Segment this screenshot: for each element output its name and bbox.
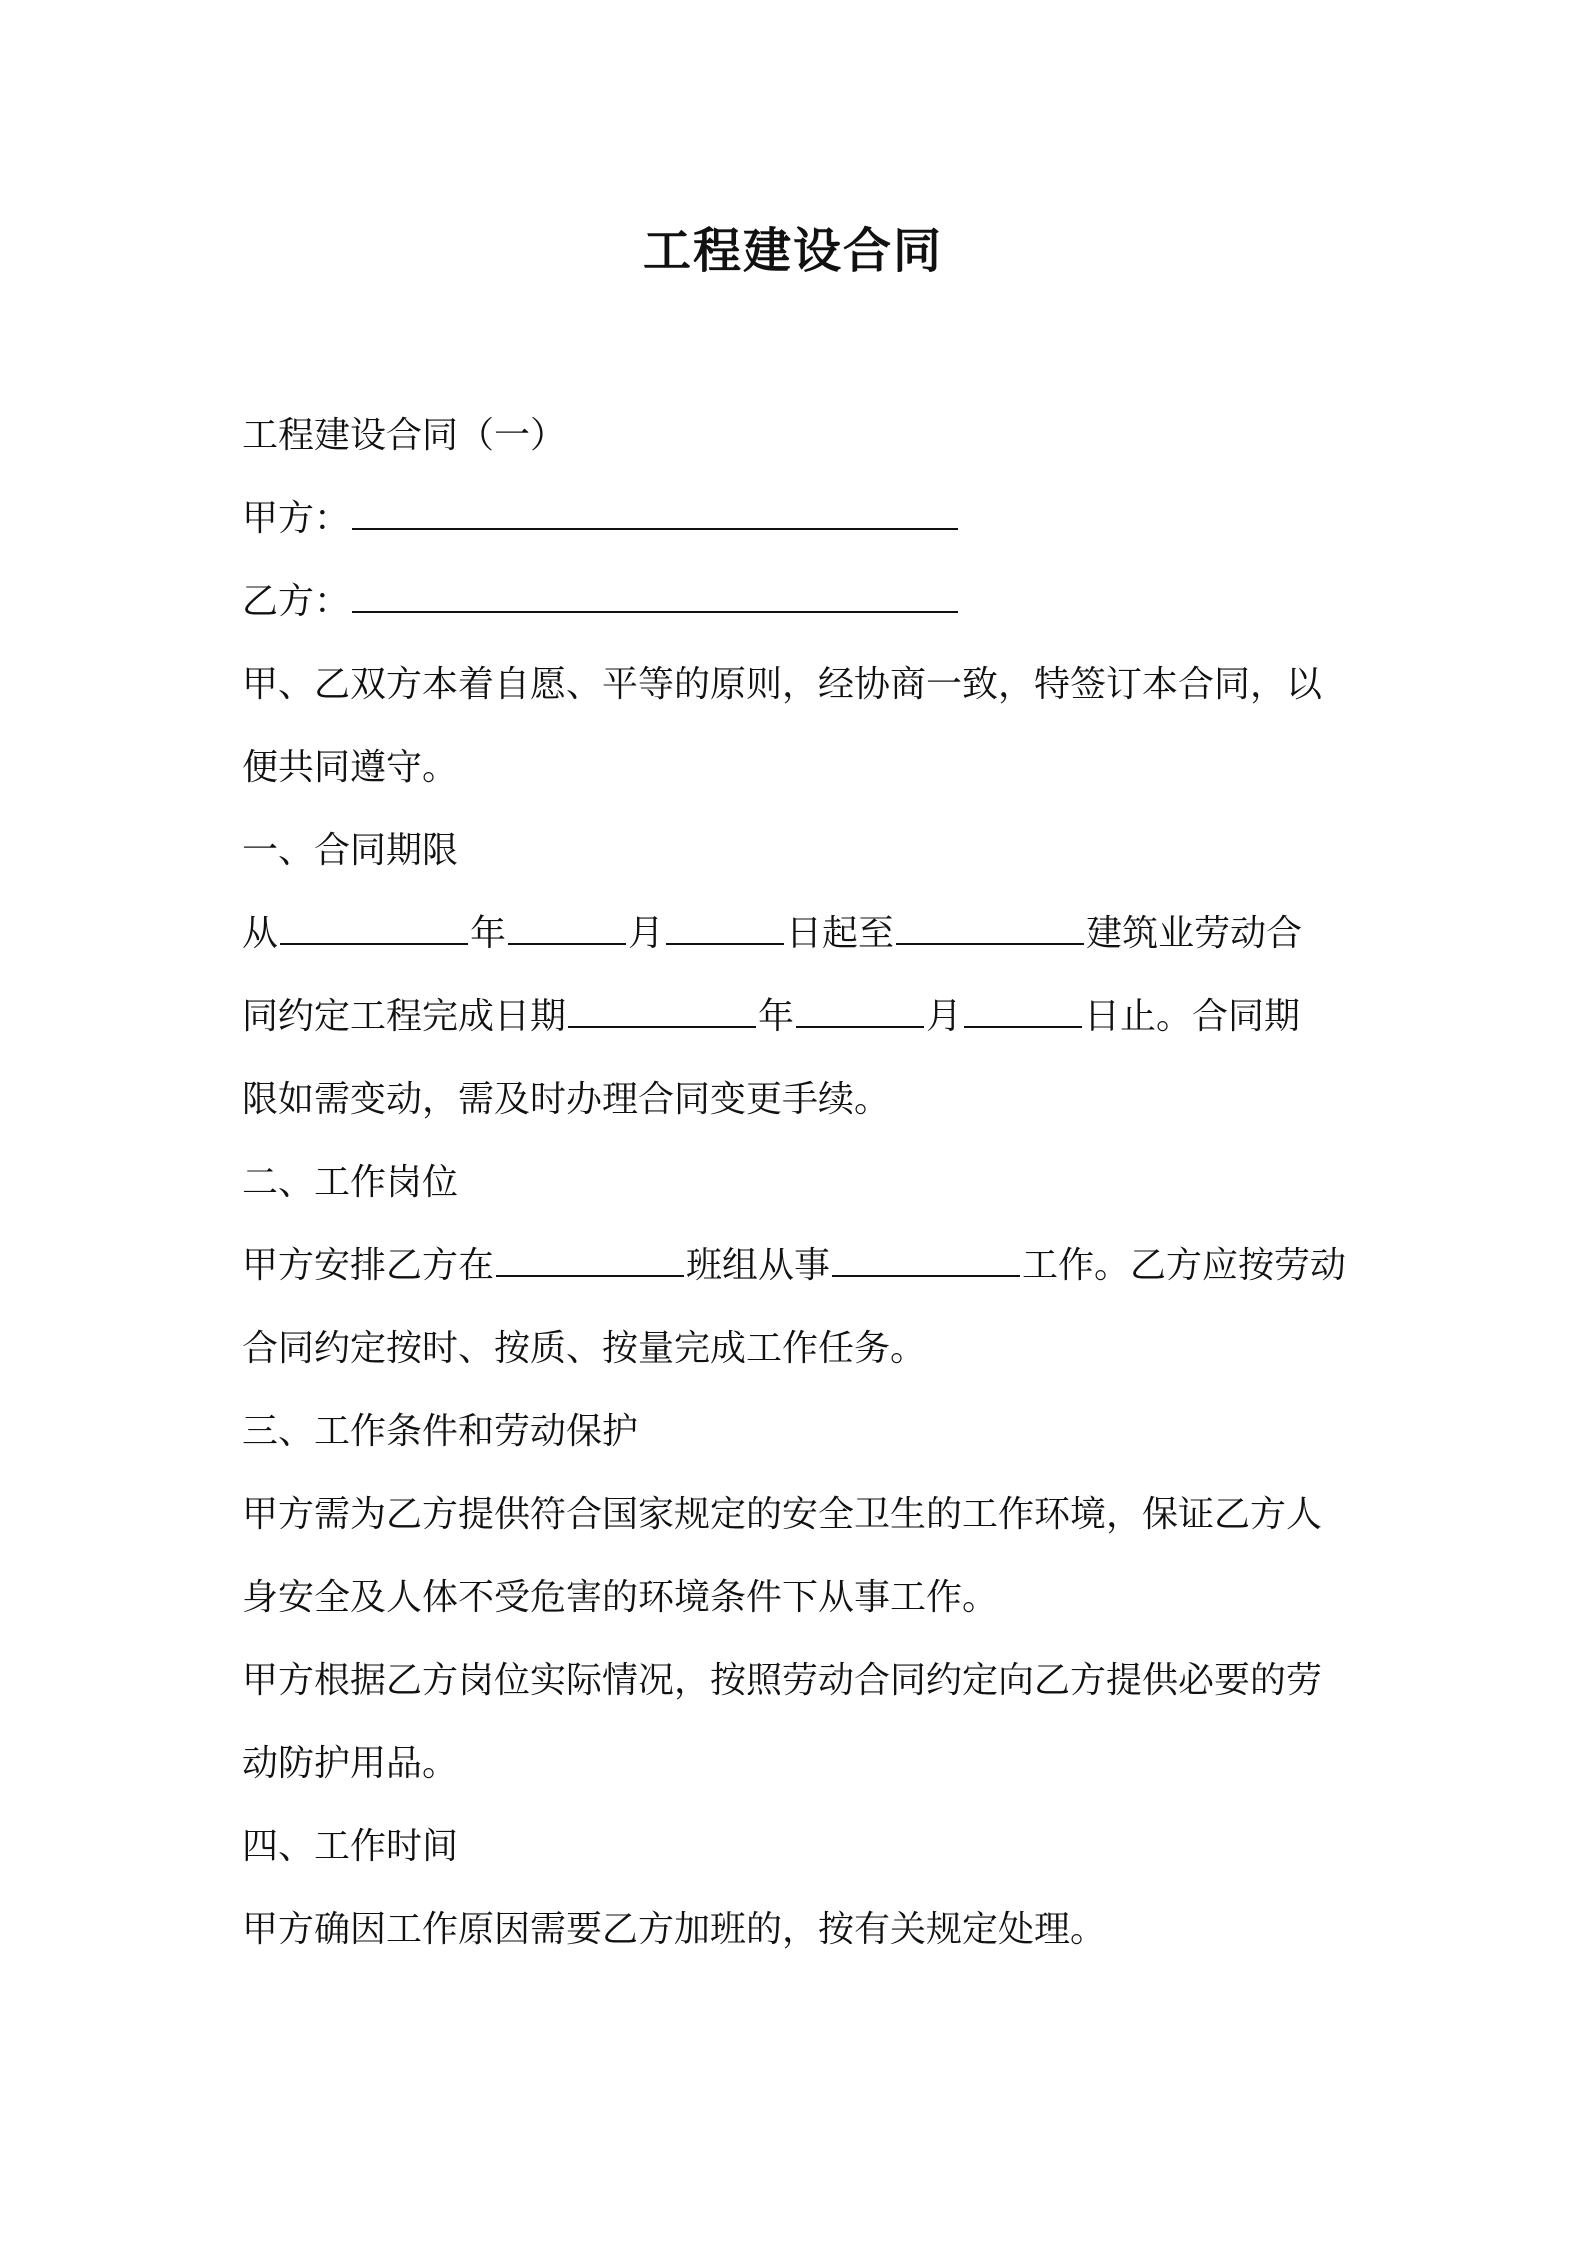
start-day-blank (666, 915, 784, 945)
subtitle: 工程建设合同（一） (242, 415, 567, 456)
month-text-2: 月 (926, 996, 963, 1037)
party-b-label: 乙方： (242, 581, 351, 622)
party-a-blank (352, 500, 958, 530)
day-to-text: 日起至 (786, 913, 895, 954)
year-text-2: 年 (758, 996, 795, 1037)
party-a-line (242, 477, 1360, 560)
document-title: 工程建设合同 (642, 223, 943, 279)
end-day-blank (964, 998, 1082, 1028)
start-year-blank (280, 915, 468, 945)
section-2-line-2: 合同约定按时、按质、按量完成工作任务。 (242, 1328, 927, 1369)
start-month-blank (508, 915, 626, 945)
section-1-line-3: 限如需变动，需及时办理合同变更手续。 (242, 1079, 891, 1120)
section-4-heading: 四、工作时间 (242, 1826, 459, 1867)
section-3-p2-line-2: 动防护用品。 (242, 1743, 459, 1784)
section-1-line-1 (242, 892, 1360, 975)
month-text: 月 (628, 913, 665, 954)
section-1-heading: 一、合同期限 (242, 830, 459, 871)
day-end-text: 日止。合同期 (1084, 996, 1301, 1037)
section-3-p2-line-1: 甲方根据乙方岗位实际情况，按照劳动合同约定向乙方提供必要的劳 (242, 1660, 1323, 1701)
work-text: 工作。乙方应按劳动 (1022, 1245, 1347, 1286)
document-body (242, 394, 1360, 1971)
end-year-blank (568, 998, 756, 1028)
year-text: 年 (470, 913, 507, 954)
job-blank (832, 1247, 1020, 1277)
intro-line-1: 甲、乙双方本着自愿、平等的原则，经协商一致，特签订本合同，以 (242, 664, 1323, 705)
party-b-line (242, 560, 1360, 643)
party-a-label: 甲方： (242, 498, 351, 539)
team-blank (496, 1247, 684, 1277)
from-text: 从 (242, 913, 279, 954)
section-3-p1-line-2: 身安全及人体不受危害的环境条件下从事工作。 (242, 1577, 999, 1618)
team-text: 班组从事 (686, 1245, 831, 1286)
section-3-p1-line-1: 甲方需为乙方提供符合国家规定的安全卫生的工作环境，保证乙方人 (242, 1494, 1323, 1535)
end-month-blank (796, 998, 924, 1028)
party-b-blank (352, 583, 958, 613)
intro-line-2: 便共同遵守。 (242, 747, 459, 788)
section-4-line-1: 甲方确因工作原因需要乙方加班的，按有关规定处理。 (242, 1909, 1107, 1950)
section-2-heading: 二、工作岗位 (242, 1162, 459, 1203)
end-blank (896, 915, 1084, 945)
section-1-line-2 (242, 975, 1360, 1058)
section-2-line-1 (242, 1224, 1360, 1307)
completion-date-text: 同约定工程完成日期 (242, 996, 567, 1037)
section-3-heading: 三、工作条件和劳动保护 (242, 1411, 639, 1452)
contract-text: 建筑业劳动合 (1086, 913, 1303, 954)
assign-text: 甲方安排乙方在 (242, 1245, 495, 1286)
